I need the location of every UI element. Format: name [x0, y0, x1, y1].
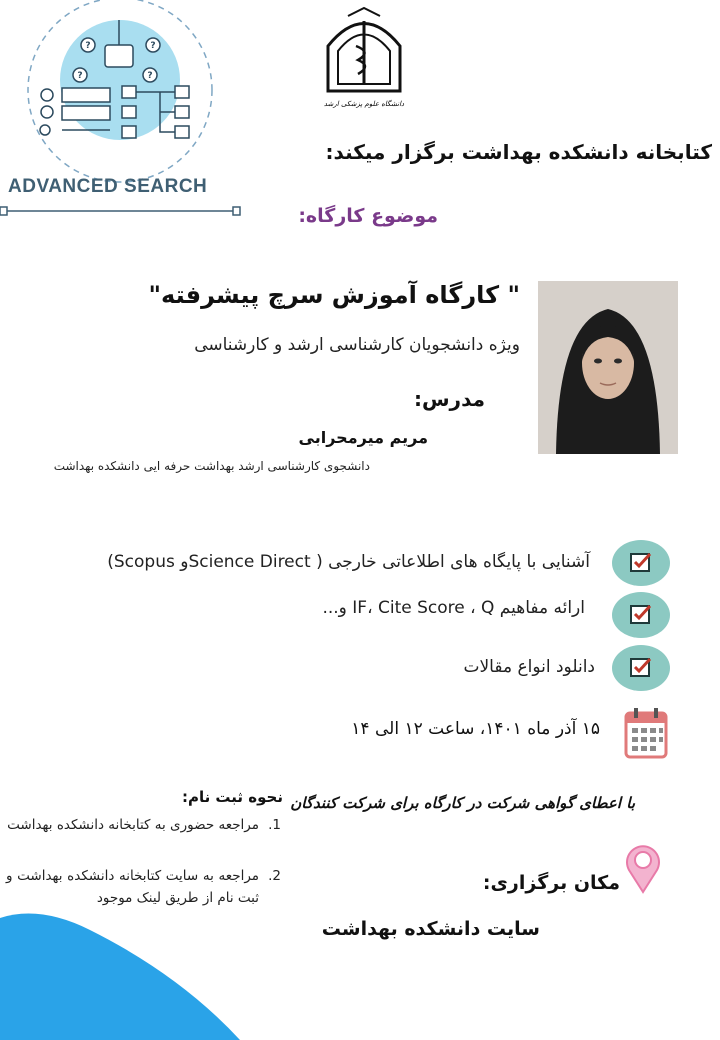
topic-item: آشنایی با پایگاه های اطلاعاتی خارجی ( Science Directو Scopus)	[107, 552, 590, 572]
calendar-icon	[624, 707, 668, 763]
workshop-audience: ویژه دانشجویان کارشناسی ارشد و کارشناسی	[194, 335, 520, 355]
venue-place: سایت دانشکده بهداشت	[321, 918, 540, 940]
topic-label: موضوع کارگاه:	[298, 205, 438, 227]
checkbox-icon	[612, 592, 670, 638]
certificate-note: با اعطای گواهی شرکت در کارگاه برای شرکت کنندگان	[290, 794, 635, 812]
checkbox-icon	[612, 540, 670, 586]
instructor-label: مدرس:	[413, 387, 485, 411]
registration-title: نحوه ثبت نام:	[181, 788, 283, 806]
university-logo-caption: دانشگاه علوم پزشکی ارشد	[323, 100, 405, 108]
university-logo	[318, 6, 410, 112]
instructor-name: مریم میرمحرابی	[298, 428, 428, 447]
workshop-title: " کارگاه آموزش سرچ پیشرفته"	[148, 281, 520, 309]
registration-item-number: 1.	[268, 817, 281, 833]
location-pin-icon	[623, 842, 663, 898]
decorative-wave	[0, 900, 300, 1040]
organizer-heading: کتابخانه دانشکده بهداشت برگزار میکند:	[325, 140, 712, 164]
registration-item-text: مراجعه حضوری به کتابخانه دانشکده بهداشت	[7, 817, 259, 833]
topic-item: دانلود انواع مقالات	[463, 657, 595, 677]
advanced-search-title: ADVANCED SEARCH	[8, 176, 208, 197]
svg-text:?: ?	[147, 71, 153, 81]
instructor-photo	[538, 281, 678, 454]
svg-text:?: ?	[150, 41, 156, 51]
venue-label: مکان برگزاری:	[482, 872, 620, 894]
svg-text:?: ?	[85, 41, 91, 51]
registration-item-number: 2.	[268, 868, 281, 884]
checkbox-icon	[612, 645, 670, 691]
registration-item	[6, 814, 281, 836]
topic-item: ارائه مفاهیم IF، Cite Score ، Q و...	[322, 598, 585, 618]
date-time: ۱۵ آذر ماه ۱۴۰۱، ساعت ۱۲ الی ۱۴	[351, 719, 600, 739]
instructor-role: دانشجوی کارشناسی ارشد بهداشت حرفه ایی دانشکده بهداشت	[53, 459, 370, 473]
svg-text:?: ?	[77, 71, 83, 81]
registration-item-text: مراجعه به سایت کتابخانه دانشکده بهداشت و ثبت نام از طریق لینک موجود	[6, 868, 259, 906]
